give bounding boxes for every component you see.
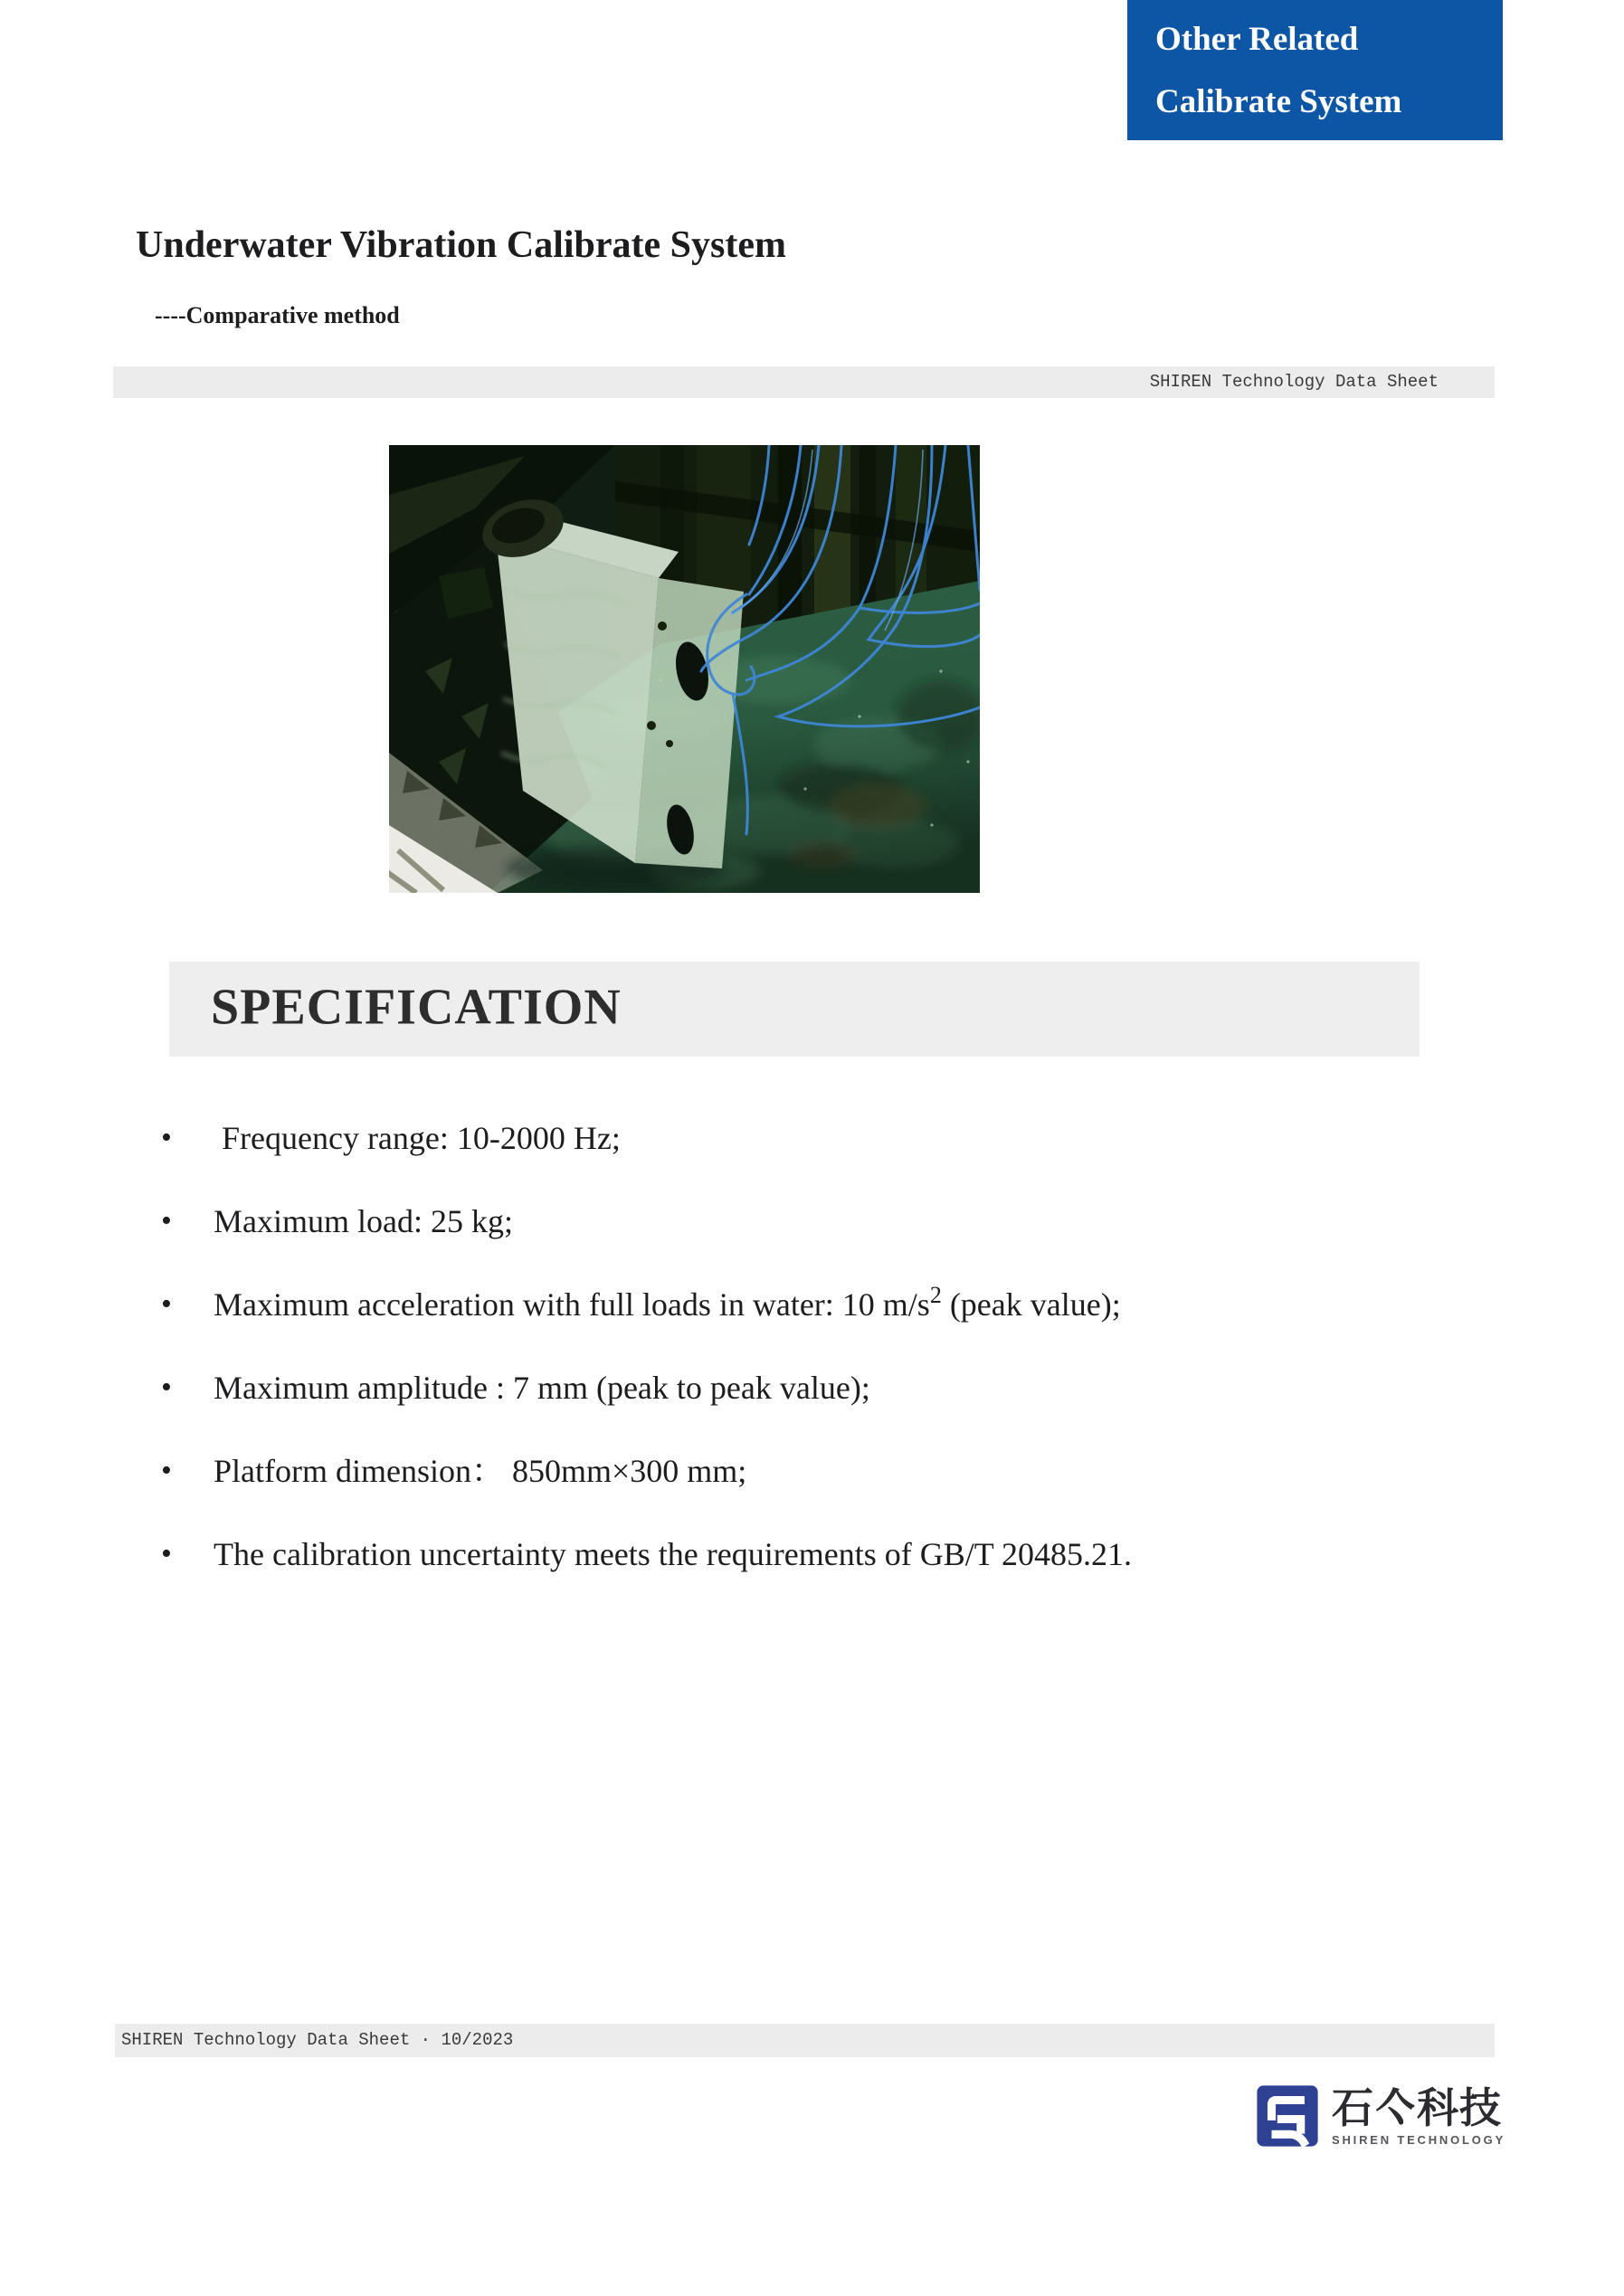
logo-name-en: SHIREN TECHNOLOGY (1332, 2133, 1506, 2147)
specification-heading: SPECIFICATION (211, 978, 622, 1035)
header-bar-text: SHIREN Technology Data Sheet (1149, 372, 1439, 392)
specification-section-bar (169, 962, 1420, 1057)
spec-item: • Frequency range: 10-2000 Hz; (136, 1118, 1511, 1158)
spec-item: • Maximum amplitude : 7 mm (peak to peak value); (136, 1368, 1511, 1408)
footer-bar-text: SHIREN Technology Data Sheet · 10/2023 (121, 2030, 514, 2050)
spec-list (136, 1118, 1511, 1618)
product-photo (389, 445, 980, 893)
logo-name-cjk: 石亽科技 (1332, 2083, 1502, 2132)
spec-item: • Maximum load: 25 kg; (136, 1201, 1511, 1241)
corner-category-tag (1127, 0, 1503, 140)
page-title: Underwater Vibration Calibrate System (136, 224, 786, 266)
logo-mark-icon (1256, 2083, 1319, 2149)
page-subtitle: ----Comparative method (155, 302, 400, 328)
spec-item: • The calibration uncertainty meets the requirements of GB/T 20485.21. (136, 1534, 1511, 1574)
corner-tag-line2: Calibrate System (1155, 83, 1402, 120)
logo-text (1332, 2083, 1505, 2148)
header-bar (113, 366, 1495, 398)
company-logo (1256, 2083, 1505, 2149)
spec-item: • Maximum acceleration with full loads in water: 10 $m/s^2$ (peak value); (136, 1285, 1511, 1324)
footer-bar (115, 2024, 1495, 2057)
corner-tag-line1: Other Related (1155, 21, 1359, 58)
spec-item: • Platform dimension： 850mm×300 mm; (136, 1451, 1511, 1491)
